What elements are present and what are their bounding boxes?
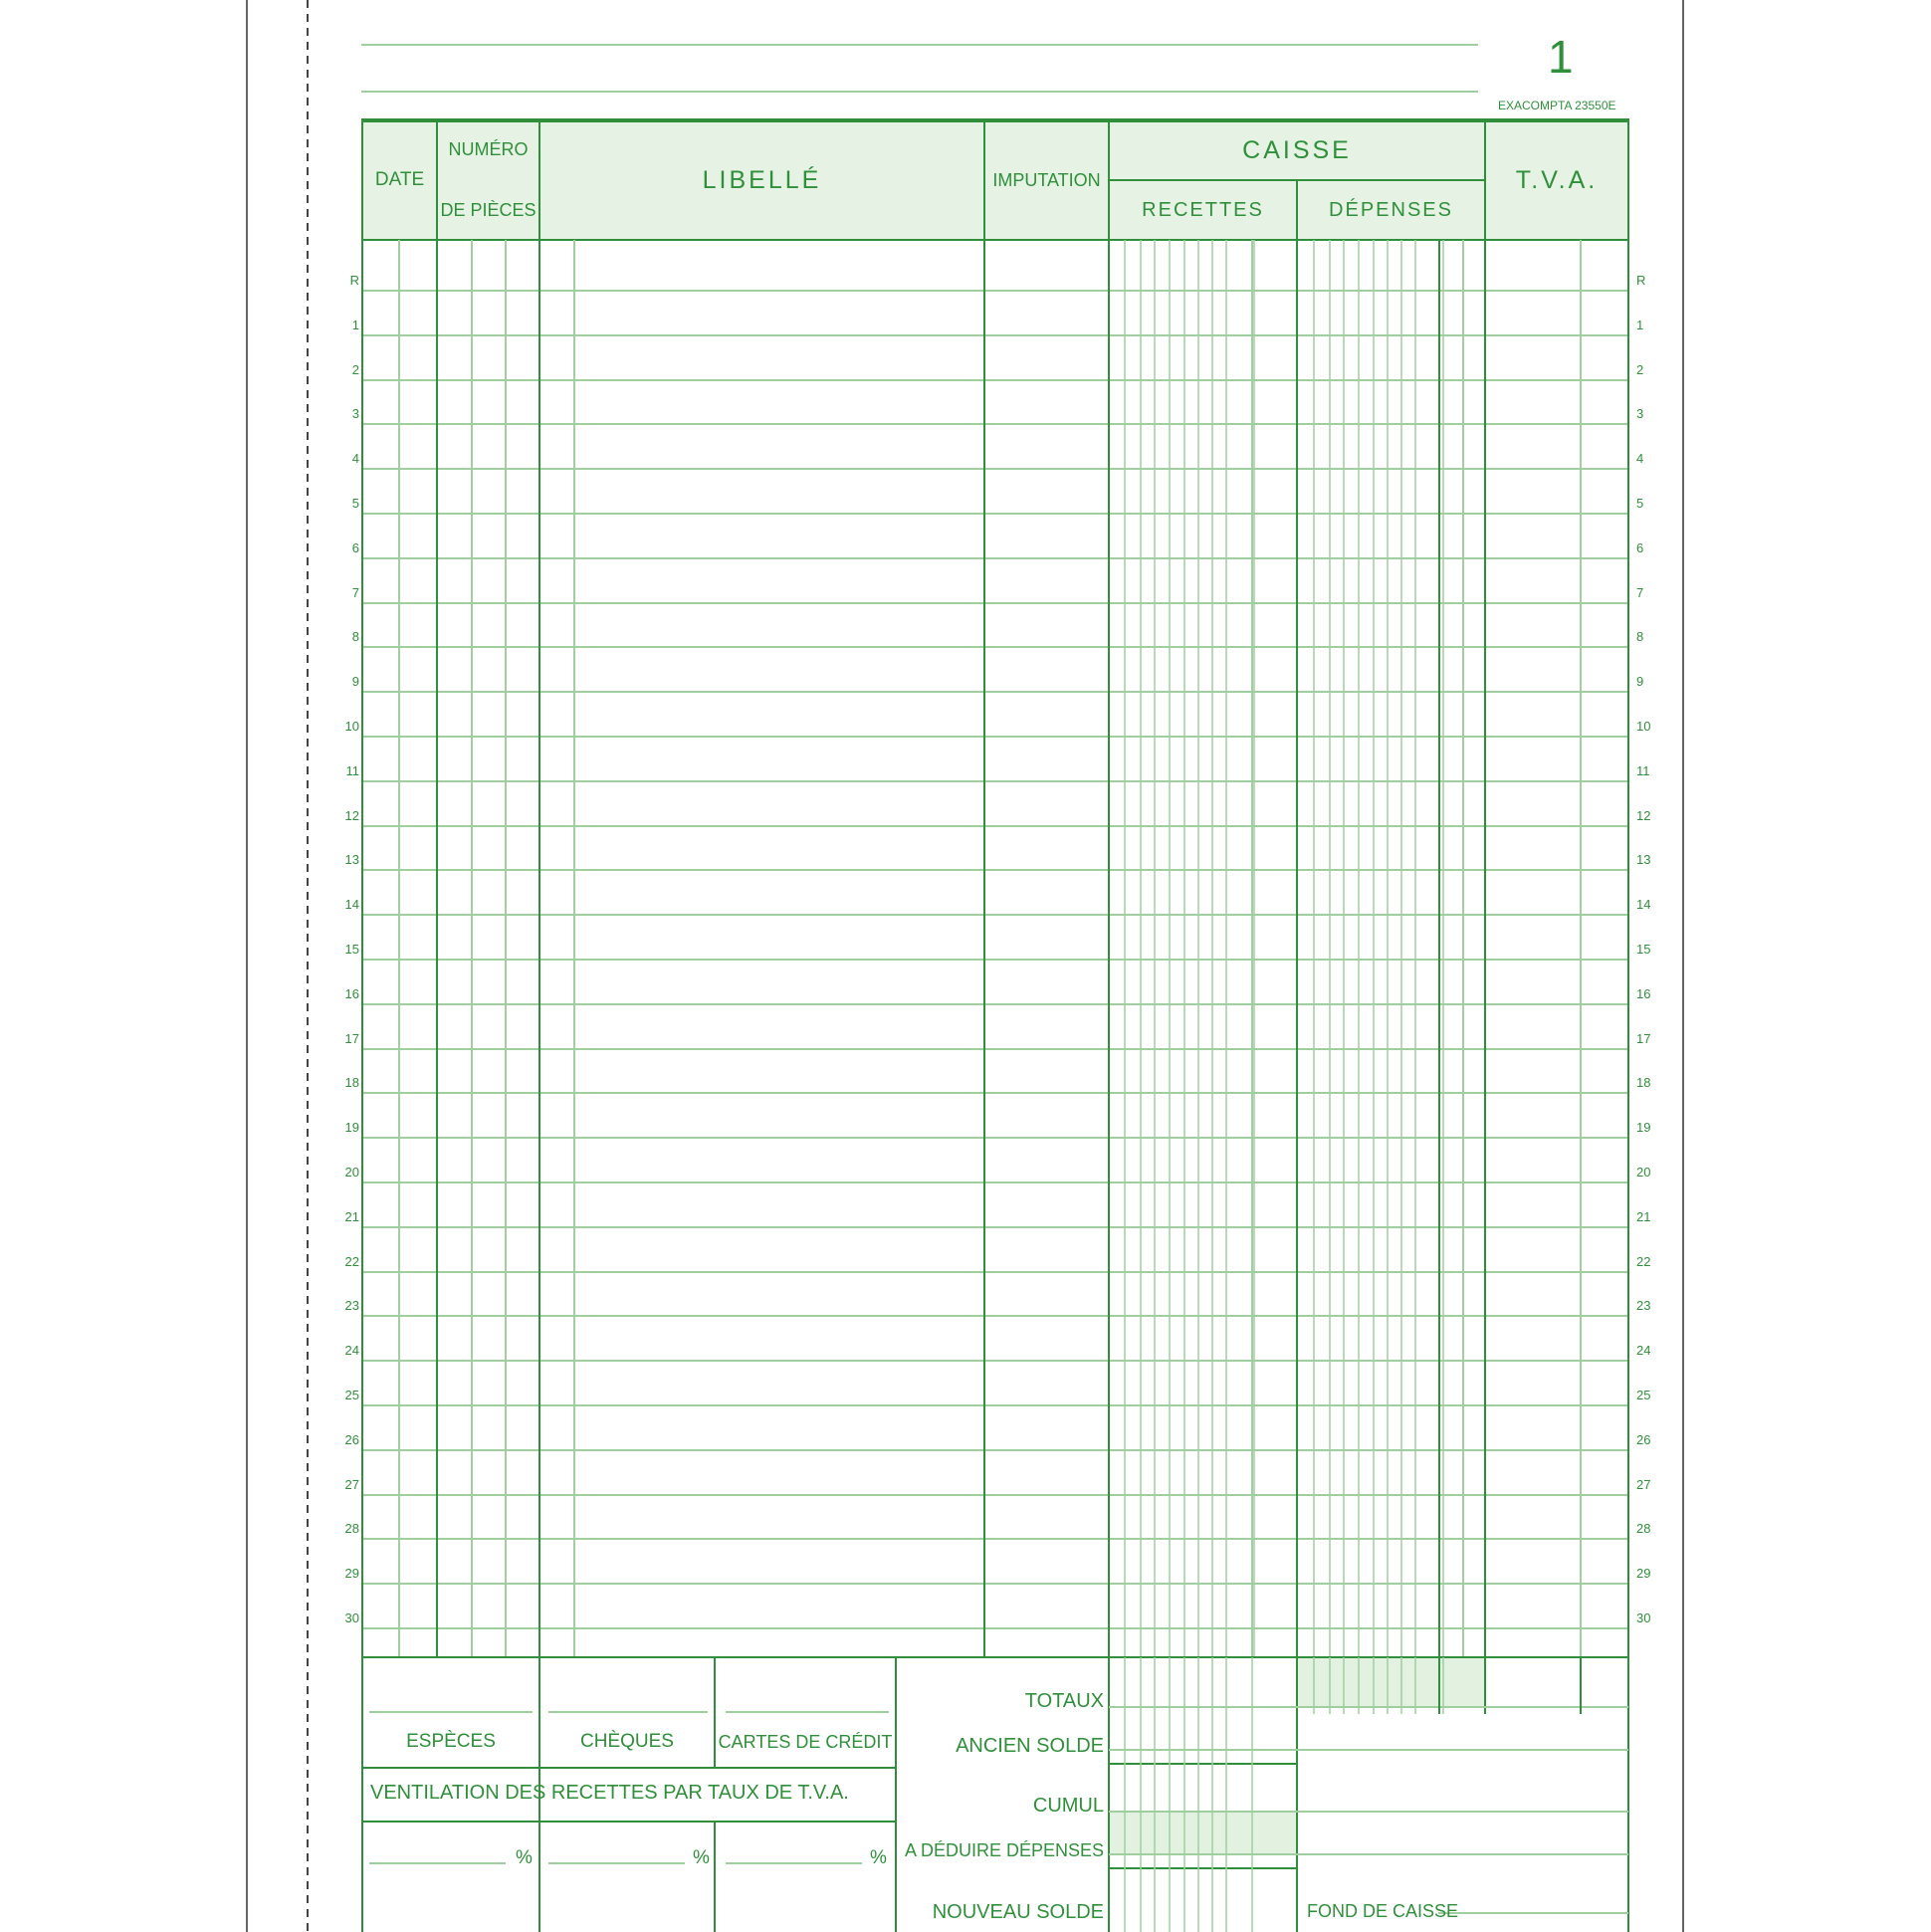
- row-number-left: 8: [351, 629, 359, 644]
- row-number-right: 9: [1636, 674, 1644, 689]
- deduire-shade: [1110, 1812, 1296, 1854]
- row-number-right: 1: [1636, 318, 1644, 332]
- row-number-left: 2: [351, 362, 359, 377]
- row-number-right: 29: [1636, 1566, 1651, 1581]
- row-number-right: 18: [1636, 1075, 1651, 1090]
- row-number-right: 16: [1636, 986, 1651, 1001]
- row-number-left: 23: [344, 1298, 359, 1313]
- depenses-total-shade: [1298, 1658, 1484, 1706]
- row-number-left: 19: [344, 1120, 359, 1135]
- header-numero-line1: NUMÉRO: [448, 139, 529, 159]
- row-number-left: 14: [344, 897, 359, 912]
- label-cheques: CHÈQUES: [580, 1731, 674, 1752]
- row-number-right: 21: [1636, 1209, 1651, 1224]
- row-number-left: 15: [344, 942, 359, 957]
- header-recettes: RECETTES: [1142, 198, 1264, 221]
- row-number-right: 24: [1636, 1343, 1651, 1358]
- row-number-right: 22: [1636, 1254, 1651, 1269]
- row-number-right: 14: [1636, 897, 1651, 912]
- row-number-left: R: [349, 273, 359, 288]
- row-number-right: 26: [1636, 1432, 1651, 1447]
- percent-1: %: [516, 1847, 533, 1868]
- row-number-left: 9: [351, 674, 359, 689]
- row-number-right: 2: [1636, 362, 1644, 377]
- row-number-left: 20: [344, 1165, 359, 1180]
- reference-code: EXACOMPTA 23550E: [1498, 99, 1616, 112]
- row-number-left: 3: [351, 406, 359, 421]
- percent-2: %: [693, 1847, 710, 1868]
- label-fond-de-caisse: FOND DE CAISSE: [1307, 1901, 1459, 1921]
- label-especes: ESPÈCES: [406, 1731, 496, 1752]
- row-number-left: 1: [351, 318, 359, 332]
- row-number-right: 10: [1636, 719, 1651, 734]
- row-number-left: 30: [344, 1610, 359, 1625]
- row-number-right: 4: [1636, 451, 1644, 466]
- row-number-left: 25: [344, 1388, 359, 1402]
- row-number-right: 6: [1636, 540, 1644, 555]
- row-number-left: 28: [344, 1521, 359, 1536]
- row-number-left: 12: [344, 808, 359, 823]
- row-number-right: 12: [1636, 808, 1651, 823]
- row-number-right: R: [1636, 273, 1646, 288]
- row-number-left: 21: [344, 1209, 359, 1224]
- row-number-left: 13: [344, 852, 359, 867]
- row-number-left: 29: [344, 1566, 359, 1581]
- row-number-right: 20: [1636, 1165, 1651, 1180]
- header-depenses: DÉPENSES: [1329, 198, 1453, 221]
- header-date: DATE: [374, 169, 425, 190]
- row-number-right: 30: [1636, 1610, 1651, 1625]
- label-totaux: TOTAUX: [1024, 1690, 1104, 1712]
- header-libelle: LIBELLÉ: [702, 165, 822, 194]
- row-number-right: 5: [1636, 496, 1644, 511]
- header-numero-line2: DE PIÈCES: [440, 200, 536, 220]
- row-number-left: 24: [344, 1343, 359, 1358]
- row-number-right: 17: [1636, 1031, 1651, 1046]
- row-number-left: 7: [351, 585, 359, 600]
- body-sub-columns: [399, 240, 1581, 1657]
- row-number-left: 4: [351, 451, 359, 466]
- header-numero-pieces: [437, 139, 539, 221]
- row-number-left: 11: [345, 763, 359, 778]
- row-number-right: 13: [1636, 852, 1651, 867]
- row-number-right: 7: [1636, 585, 1644, 600]
- label-cartes-credit: CARTES DE CRÉDIT: [718, 1731, 893, 1752]
- row-number-left: 26: [344, 1432, 359, 1447]
- row-number-right: 27: [1636, 1477, 1651, 1492]
- row-number-right: 23: [1636, 1298, 1651, 1313]
- page-number: 1: [1548, 31, 1574, 83]
- row-number-right: 8: [1636, 629, 1644, 644]
- row-number-right: 3: [1636, 406, 1644, 421]
- row-number-right: 25: [1636, 1388, 1651, 1402]
- header-caisse: CAISSE: [1242, 135, 1352, 164]
- row-number-right: 28: [1636, 1521, 1651, 1536]
- row-number-left: 10: [344, 719, 359, 734]
- row-number-left: 5: [351, 496, 359, 511]
- label-nouveau-solde: NOUVEAU SOLDE: [932, 1901, 1104, 1923]
- row-number-right: 11: [1636, 763, 1650, 778]
- row-number-left: 22: [344, 1254, 359, 1269]
- header-tva: T.V.A.: [1515, 165, 1599, 194]
- row-number-left: 16: [344, 986, 359, 1001]
- label-a-deduire-depenses: A DÉDUIRE DÉPENSES: [904, 1840, 1104, 1860]
- percent-3: %: [870, 1847, 887, 1868]
- row-number-left: 18: [344, 1075, 359, 1090]
- row-number-right: 19: [1636, 1120, 1651, 1135]
- label-ventilation: VENTILATION DES RECETTES PAR TAUX DE T.V.A.: [370, 1782, 849, 1804]
- label-ancien-solde: ANCIEN SOLDE: [956, 1735, 1104, 1757]
- row-number-left: 6: [351, 540, 359, 555]
- row-number-left: 27: [344, 1477, 359, 1492]
- label-cumul: CUMUL: [1032, 1795, 1104, 1817]
- header-imputation: IMPUTATION: [992, 169, 1101, 190]
- row-number-right: 15: [1636, 942, 1651, 957]
- row-number-left: 17: [344, 1031, 359, 1046]
